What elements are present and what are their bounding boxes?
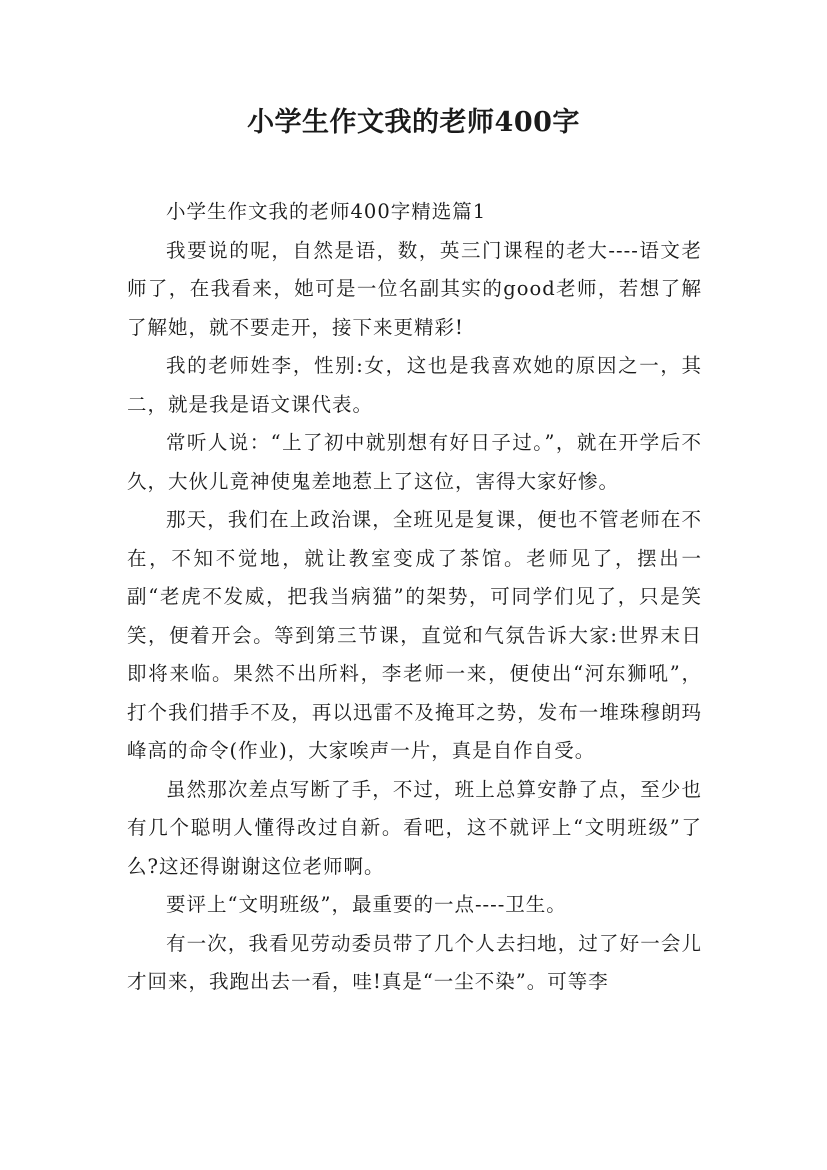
paragraph: 有一次，我看见劳动委员带了几个人去扫地，过了好一会儿才回来，我跑出去一看，哇!真是“一尘不染”。可等李 [127,931,702,993]
paragraph: 我的老师姓李，性别:女，这也是我喜欢她的原因之一，其二，就是我是语文课代表。 [127,354,702,416]
paragraph: 我要说的呢，自然是语，数，英三门课程的老大----语文老师了，在我看来，她可是一位名副其实的good老师，若想了解了解她，就不要走开，接下来更精彩! [127,238,702,339]
paragraph: 常听人说：“上了初中就别想有好日子过。”，就在开学后不久，大伙儿竟神使鬼差地惹上了这位，害得大家好惨。 [127,431,702,493]
document-title: 小学生作文我的老师400字 [247,107,580,138]
paragraph: 那天，我们在上政治课，全班见是复课，便也不管老师在不在，不知不觉地，就让教室变成了茶馆。老师见了，摆出一副“老虎不发威，把我当病猫”的架势，可同学们见了，只是笑笑，便着开会。等到第三节课，直觉和气氛告诉大家:世界末日即将来临。果然不出所料，李老师一来，便使出“河东狮吼”，打个我们措手不及，再以迅雷不及掩耳之势，发布一堆珠穆朗玛峰高的命令(作业)，大家唉声一片，真是自作自受。 [127,508,702,762]
paragraph: 要评上“文明班级”，最重要的一点----卫生。 [166,893,567,916]
document-body [127,193,702,1002]
paragraph: 虽然那次差点写断了手，不过，班上总算安静了点，至少也有几个聪明人懂得改过自新。看吧，这不就评上“文明班级”了么?这还得谢谢这位老师啊。 [127,777,702,878]
paragraph-heading: 小学生作文我的老师400字精选篇1 [166,200,487,223]
